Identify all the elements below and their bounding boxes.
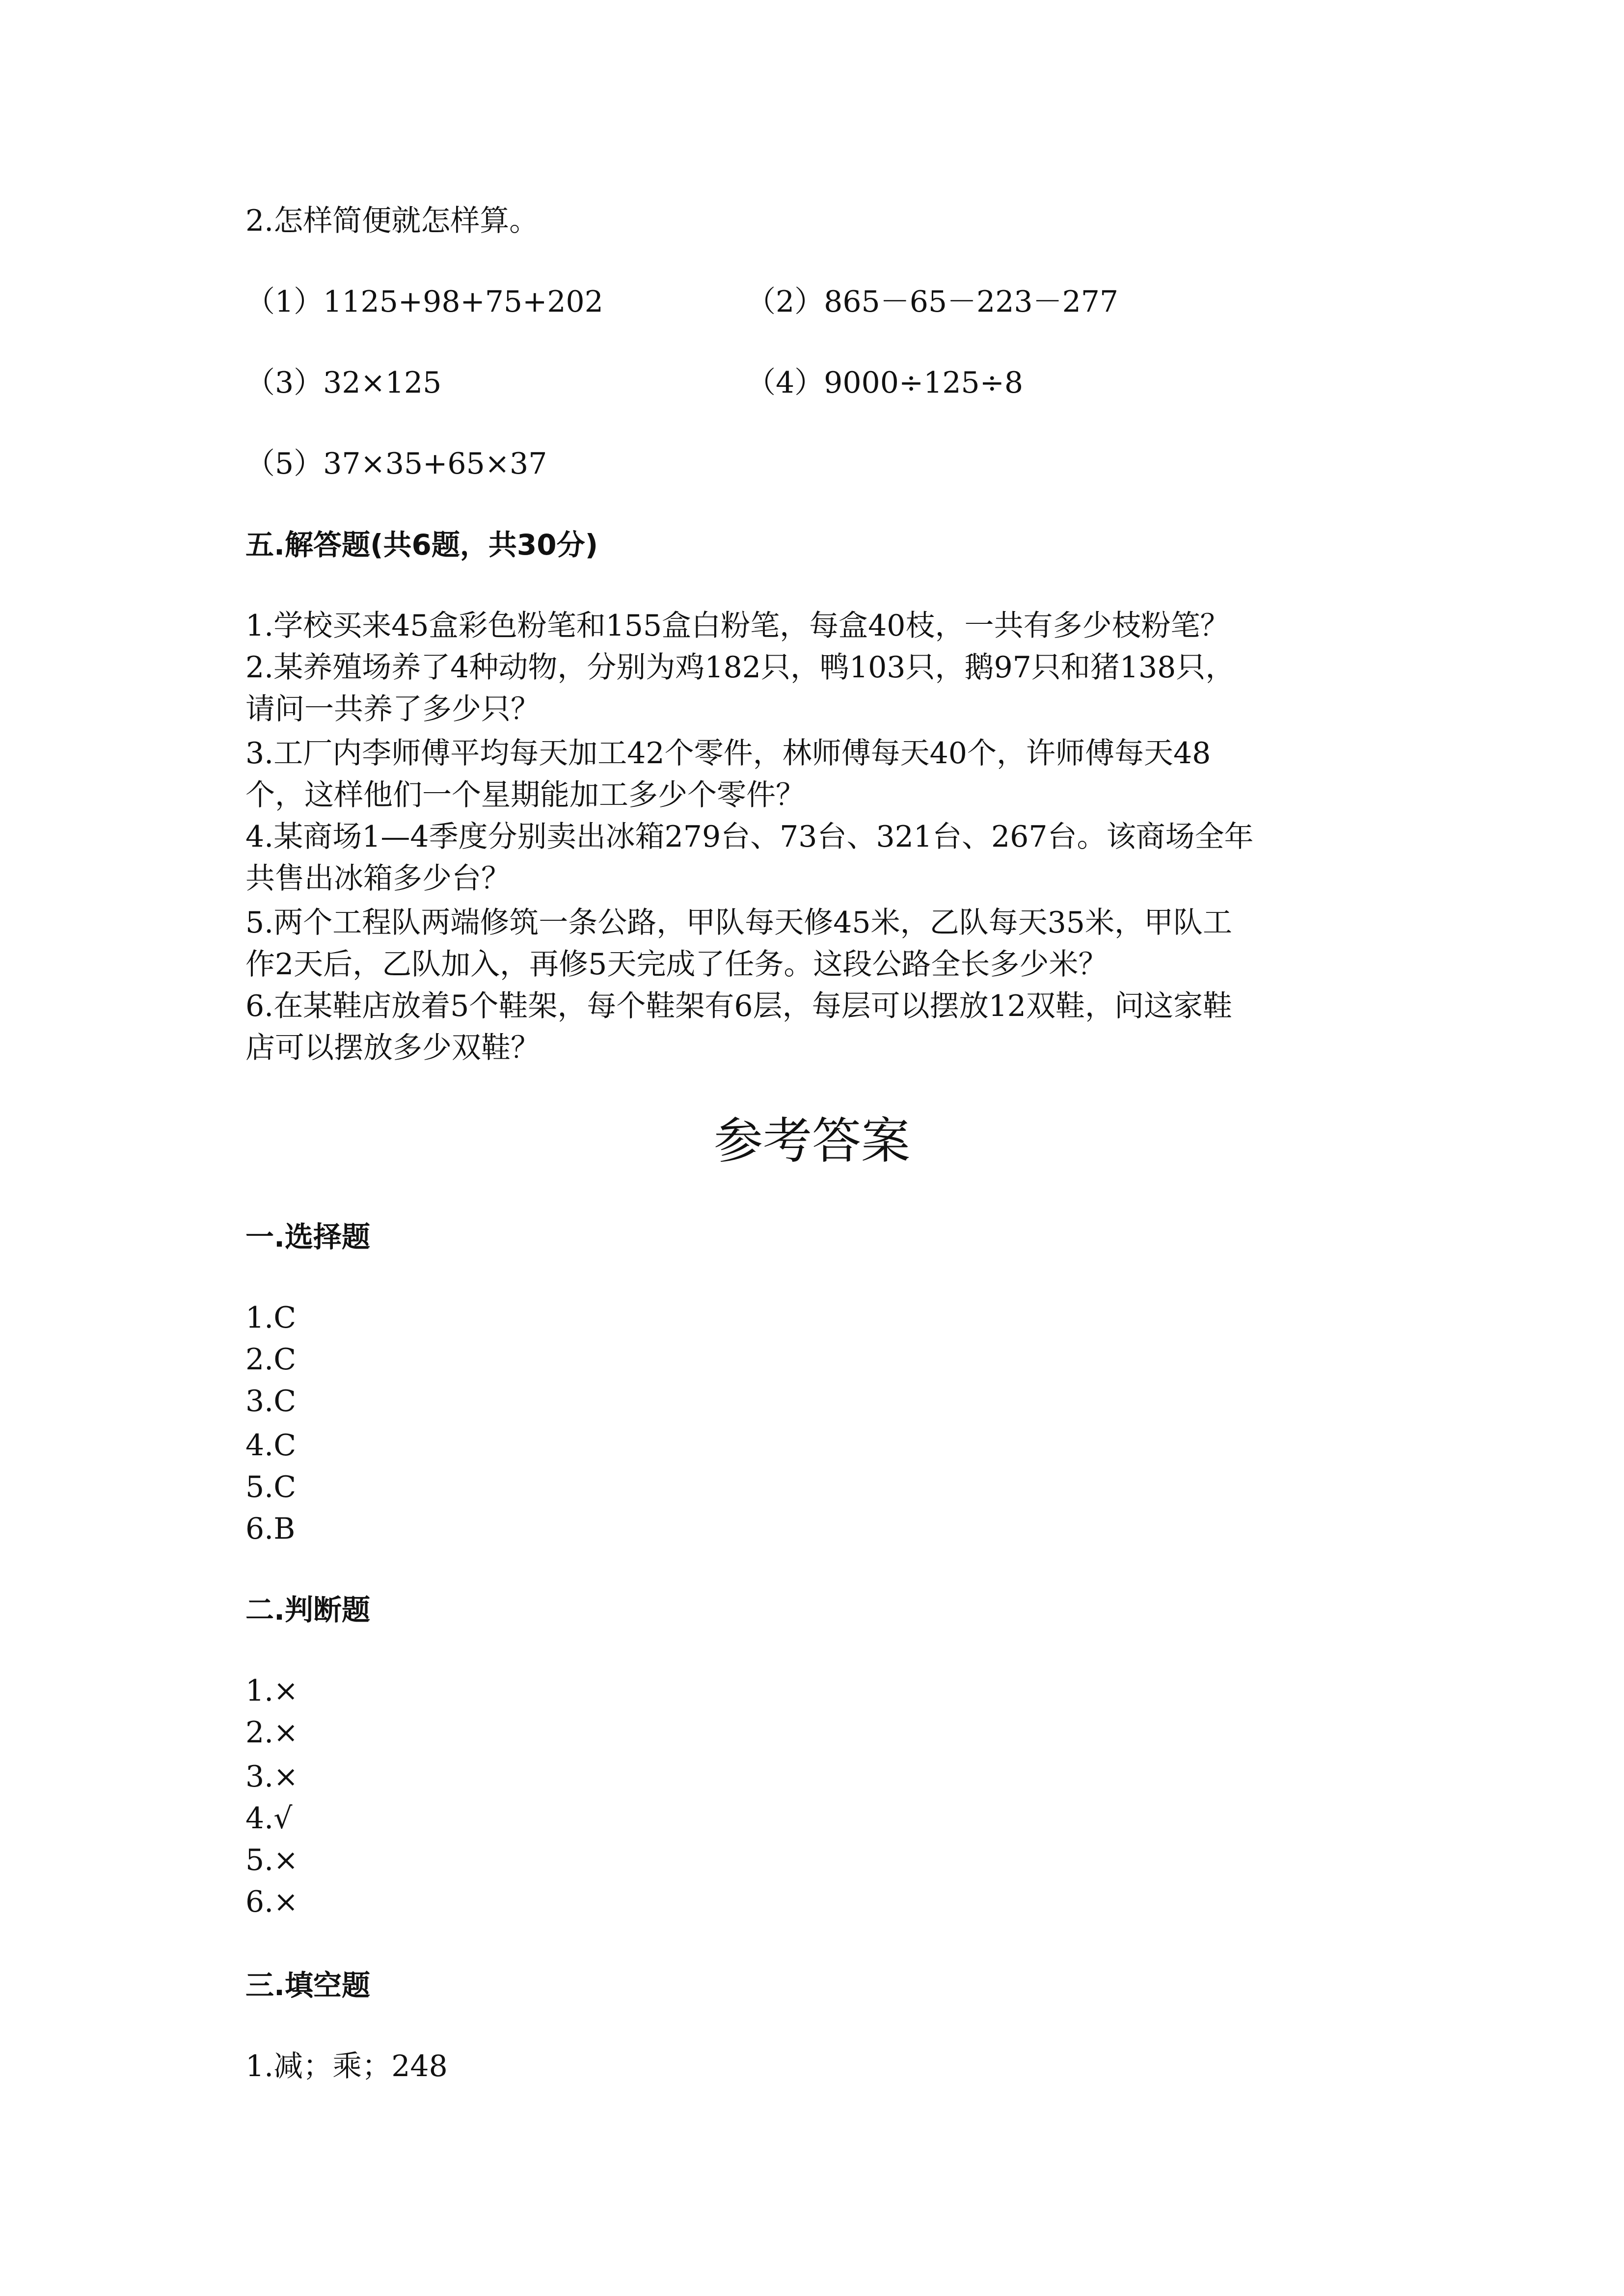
calc-item-3: （3）32×125 — [245, 366, 442, 400]
section-5-heading: 五.解答题(共6题，共30分) — [245, 528, 598, 561]
calc-item-4: （4）9000÷125÷8 — [746, 366, 1024, 400]
answer-line: 4.C — [245, 1428, 297, 1463]
word-problem-line: 店可以摆放多少双鞋？ — [245, 1031, 540, 1065]
calc-item-1: （1）1125+98+75+202 — [245, 285, 603, 319]
answers-section-3-heading: 三.填空题 — [245, 1969, 371, 2002]
word-problem-line: 6.在某鞋店放着5个鞋架，每个鞋架有6层，每层可以摆放12双鞋，问这家鞋 — [245, 989, 1232, 1023]
answer-line: 2.× — [245, 1715, 298, 1750]
answer-line: 1.C — [245, 1301, 297, 1335]
answer-line: 3.C — [245, 1384, 297, 1418]
answer-line: 1.× — [245, 1674, 298, 1708]
word-problem-line: 作2天后，乙队加入，再修5天完成了任务。这段公路全长多少米？ — [245, 947, 1108, 982]
calc-item-5: （5）37×35+65×37 — [245, 447, 547, 481]
word-problem-line: 请问一共养了多少只？ — [245, 692, 540, 726]
answer-line: 2.C — [245, 1342, 297, 1377]
answer-line: 6.B — [245, 1512, 296, 1546]
answer-line: 3.× — [245, 1760, 298, 1794]
word-problem-line: 1.学校买来45盒彩色粉笔和155盒白粉笔，每盒40枝，一共有多少枝粉笔？ — [245, 609, 1230, 643]
answer-line: 1.减；乘；248 — [245, 2049, 448, 2083]
answer-line: 5.× — [245, 1843, 298, 1877]
question-2-title: 2.怎样简便就怎样算。 — [245, 204, 539, 238]
answers-title: 参考答案 — [714, 1112, 910, 1170]
answer-line: 6.× — [245, 1885, 298, 1919]
answer-line: 4.√ — [245, 1801, 293, 1836]
answers-section-1-heading: 一.选择题 — [245, 1220, 371, 1254]
answers-section-2-heading: 二.判断题 — [245, 1593, 371, 1627]
word-problem-line: 共售出冰箱多少台？ — [245, 861, 511, 896]
word-problem-line: 5.两个工程队两端修筑一条公路，甲队每天修45米，乙队每天35米，甲队工 — [245, 906, 1232, 940]
answer-line: 5.C — [245, 1470, 297, 1504]
word-problem-line: 3.工厂内李师傅平均每天加工42个零件，林师傅每天40个，许师傅每天48 — [245, 736, 1211, 771]
word-problem-line: 个，这样他们一个星期能加工多少个零件？ — [245, 778, 805, 812]
calc-item-2: （2）865－65－223－277 — [746, 285, 1119, 319]
word-problem-line: 2.某养殖场养了4种动物，分别为鸡182只，鸭103只，鹅97只和猪138只， — [245, 650, 1235, 685]
word-problem-line: 4.某商场1—4季度分别卖出冰箱279台、73台、321台、267台。该商场全年 — [245, 820, 1254, 854]
